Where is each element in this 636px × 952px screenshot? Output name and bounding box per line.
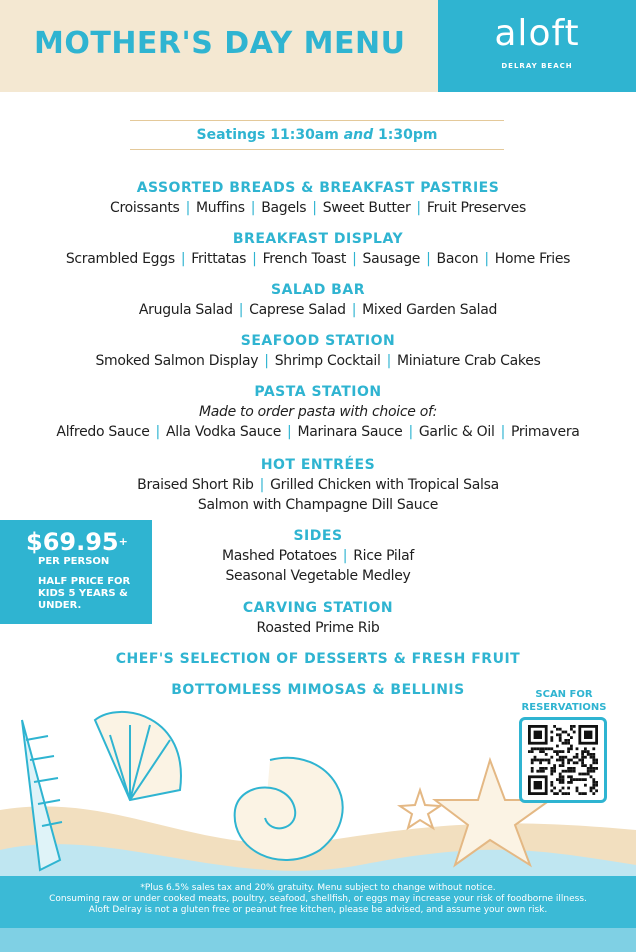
item-separator: | <box>252 251 257 267</box>
price-per-person: PER PERSON <box>38 556 110 567</box>
menu-section <box>0 229 636 269</box>
seatings-prefix: Seatings 11:30am <box>196 127 339 143</box>
price-mark: + <box>118 535 128 548</box>
footer-disclaimer <box>0 876 636 928</box>
item-separator: | <box>264 353 269 369</box>
menu-item: Mashed Potatoes <box>221 548 337 564</box>
item-separator: | <box>155 424 160 440</box>
seatings-and: and <box>343 127 374 143</box>
menu-item: Rice Pilaf <box>353 548 415 564</box>
section-title: CHEF'S SELECTION OF DESSERTS & FRESH FRUIT <box>115 651 521 667</box>
seashell-icon <box>95 712 181 800</box>
section-title: BOTTOMLESS MIMOSAS & BELLINIS <box>171 682 465 698</box>
menu-item: Scrambled Eggs <box>65 251 175 267</box>
section-title: SALAD BAR <box>271 282 365 298</box>
menu-item: Shrimp Cocktail <box>274 353 381 369</box>
section-title: ASSORTED BREADS & BREAKFAST PASTRIES <box>136 180 500 196</box>
qr-code-icon[interactable] <box>527 725 599 795</box>
menu-item: Garlic & Oil <box>418 424 495 440</box>
section-title: SIDES <box>293 528 343 544</box>
menu-item: Bacon <box>436 251 479 267</box>
menu-item: Caprese Salad <box>249 302 346 318</box>
price-amount: $69.95+ <box>26 528 128 556</box>
menu-item: Home Fries <box>494 251 571 267</box>
seatings-times <box>130 120 504 150</box>
menu-item: Arugula Salad <box>138 302 233 318</box>
item-separator: | <box>259 477 265 493</box>
footer-line: *Plus 6.5% sales tax and 20% gratuity. Menu subject to change without notice. <box>140 883 496 893</box>
menu-item: Primavera <box>510 424 580 440</box>
logo-wordmark: aloft <box>494 13 580 54</box>
menu-item: Salmon with Champagne Dill Sauce <box>197 497 439 513</box>
menu-item: Bagels <box>261 200 307 216</box>
item-separator: | <box>351 302 357 318</box>
menu-item: Alfredo Sauce <box>56 424 150 440</box>
menu-section <box>0 178 636 218</box>
item-separator: | <box>250 200 256 216</box>
item-separator: | <box>352 251 357 267</box>
item-separator: | <box>484 251 489 267</box>
nautilus-shell-icon <box>235 758 343 860</box>
item-separator: | <box>416 200 421 216</box>
menu-item: Mixed Garden Salad <box>362 302 498 318</box>
menu-section <box>0 455 636 515</box>
aloft-logo <box>438 0 636 92</box>
menu-item: Sausage <box>362 251 421 267</box>
menu-item: Miniature Crab Cakes <box>397 353 541 369</box>
menu-item: Roasted Prime Rib <box>256 620 380 636</box>
menu-item: Marinara Sauce <box>297 424 403 440</box>
section-title: BREAKFAST DISPLAY <box>232 231 404 247</box>
section-note: Made to order pasta with choice of: <box>198 404 438 420</box>
qr-code-frame[interactable] <box>519 717 607 803</box>
price-badge <box>0 520 152 624</box>
footer-line: Aloft Delray is not a gluten free or peanut free kitchen, please be advised, and assume your own risk. <box>88 905 548 915</box>
menu-item: Fruit Preserves <box>426 200 526 216</box>
menu-line <box>0 351 636 371</box>
menu-item: Frittatas <box>191 251 247 267</box>
section-title: SEAFOOD STATION <box>240 333 396 349</box>
item-separator: | <box>312 200 317 216</box>
menu-item: Sweet Butter <box>322 200 411 216</box>
menu-section <box>0 280 636 320</box>
menu-line <box>0 495 636 515</box>
small-starfish-icon <box>400 790 440 828</box>
item-separator: | <box>408 424 413 440</box>
menu-line <box>0 475 636 495</box>
menu-line <box>0 422 636 442</box>
menu-item: Seasonal Vegetable Medley <box>225 568 411 584</box>
section-title: CARVING STATION <box>242 600 394 616</box>
section-title: PASTA STATION <box>254 384 382 400</box>
item-separator: | <box>238 302 244 318</box>
item-separator: | <box>386 353 392 369</box>
menu-item: Braised Short Rib <box>137 477 254 493</box>
menu-item: Alla Vodka Sauce <box>165 424 282 440</box>
item-separator: | <box>426 251 431 267</box>
scan-label: SCAN FOR RESERVATIONS <box>521 689 607 713</box>
item-separator: | <box>287 424 292 440</box>
menu-line <box>0 198 636 218</box>
page-title: MOTHER'S DAY MENU <box>34 26 406 61</box>
price-kids-note: HALF PRICE FOR KIDS 5 YEARS & UNDER. <box>38 576 131 611</box>
item-separator: | <box>185 200 190 216</box>
menu-section <box>0 382 636 442</box>
menu-line <box>0 300 636 320</box>
menu-section <box>0 649 636 669</box>
section-title: HOT ENTRÉES <box>260 457 376 473</box>
menu-item: Grilled Chicken with Tropical Salsa <box>270 477 499 493</box>
menu-item: Muffins <box>195 200 245 216</box>
menu-section <box>0 331 636 371</box>
menu-item: Smoked Salmon Display <box>95 353 259 369</box>
footer-line: Consuming raw or under cooked meats, poultry, seafood, shellfish, or eggs may increase your risk of foodborne illness. <box>49 894 587 904</box>
item-separator: | <box>500 424 505 440</box>
seatings-suffix: 1:30pm <box>378 127 438 143</box>
menu-item: French Toast <box>262 251 347 267</box>
item-separator: | <box>342 548 348 564</box>
menu-item: Croissants <box>110 200 180 216</box>
item-separator: | <box>180 251 186 267</box>
menu-line <box>0 249 636 269</box>
logo-location: DELRAY BEACH <box>501 62 573 70</box>
